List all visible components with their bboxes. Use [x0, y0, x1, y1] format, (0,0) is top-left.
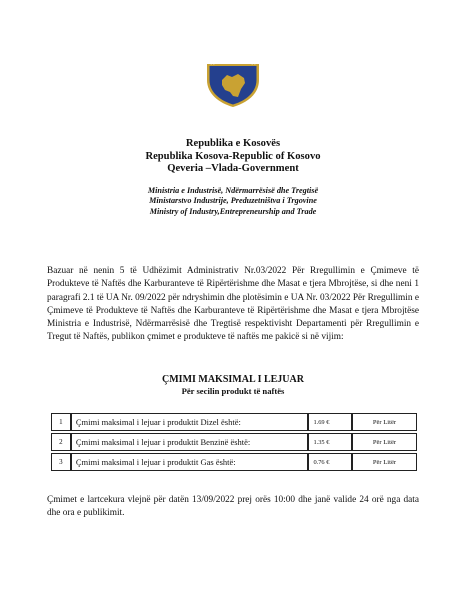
row-unit: Për Litër — [352, 433, 417, 451]
government-header — [0, 138, 466, 176]
price-title-sub: Për secilin produkt të naftës — [181, 386, 285, 396]
kosovo-coat-of-arms-icon — [203, 50, 263, 108]
header-line-1: Republika e Kosovës — [185, 138, 281, 149]
validity-note: Çmimet e lartcekura vlejnë për datën 13/09/2022 prej orës 10:00 dhe janë valide 24 orë nga data dhe ora e publikimit. — [47, 495, 419, 519]
table-row — [51, 433, 417, 451]
row-description: Çmimi maksimal i lejuar i produktit Benzinë është: — [71, 433, 309, 451]
row-number: 2 — [51, 433, 71, 451]
row-unit: Për Litër — [352, 453, 417, 471]
header-line-2: Republika Kosova-Republic of Kosovo — [145, 150, 321, 162]
ministry-line-1: Ministria e Industrisë, Ndërmarrësisë dhe Tregtisë — [147, 186, 319, 195]
row-price: 0.76 € — [308, 453, 351, 471]
ministry-names — [0, 186, 466, 217]
header-line-3: Qeveria –Vlada-Government — [167, 163, 299, 174]
row-description: Çmimi maksimal i lejuar i produktit Dizel është: — [71, 413, 309, 431]
row-number: 3 — [51, 453, 71, 471]
price-title-main: ÇMIMI MAKSIMAL I LEJUAR — [162, 374, 304, 385]
intro-paragraph: Bazuar në nenin 5 të Udhëzimit Administrativ Nr.03/2022 Për Rregullimin e Çmimeve të Produkteve të Naftës dhe Karburanteve të Ripërtërishme dhe Masat e tjera Mbrojtëse, si dhe neni 1 paragrafi 2.1 të UA Nr. 09/2022 për ndryshimin dhe plotësimin e UA Nr. 03/2022 Për Rregullimin e Çmimeve të Produkteve të Naftës dhe Karburanteve të Ripërtërishme dhe Masat e tjera Mbrojtëse Ministria e Industrisë, Ndërmarrësisë dhe Tregtisë respektivisht Departamenti për Rregullimin e Tregut të Naftës, publikon çmimet e produkteve të naftës me pakicë si në vijim: — [47, 266, 419, 343]
ministry-line-2: Ministarstvo Industrije, Preduzetništva i Trgovine — [149, 196, 317, 206]
price-title — [0, 374, 466, 397]
row-price: 1.35 € — [308, 433, 351, 451]
row-unit: Për Litër — [352, 413, 417, 431]
row-description: Çmimi maksimal i lejuar i produktit Gas është: — [71, 453, 309, 471]
ministry-line-3: Ministry of Industry,Entrepreneurship and Trade — [149, 206, 317, 216]
table-row — [51, 413, 417, 431]
row-number: 1 — [51, 413, 71, 431]
row-price: 1.69 € — [308, 413, 351, 431]
price-table — [51, 411, 417, 473]
table-row — [51, 453, 417, 471]
